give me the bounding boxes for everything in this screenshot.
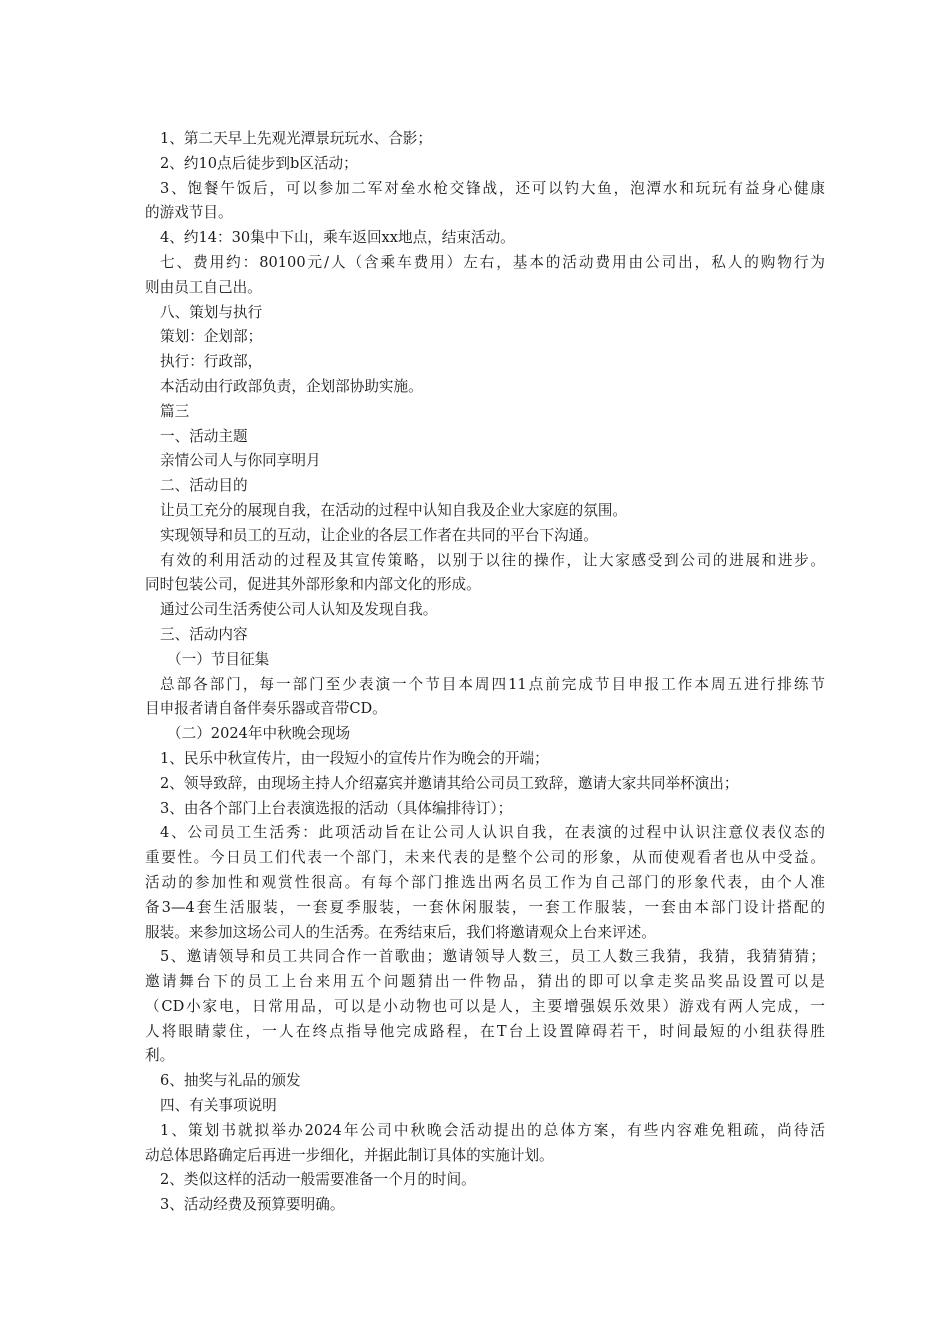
text-line: 2、约10点后徒步到b区活动； <box>160 154 358 172</box>
text-line: 3、活动经费及预算要明确。 <box>160 1196 345 1214</box>
text-line: 3、饱餐午饭后，可以参加二军对垒水枪交锋战，还可以钓大鱼，泡潭水和玩玩有益身心健康 <box>160 179 825 197</box>
text-line: 策划：企划部； <box>160 328 263 346</box>
text-line: 总部各部门，每一部门至少表演一个节目本周四11点前完成节目申报工作本周五进行排练节 <box>160 675 825 693</box>
text-line: 邀请舞台下的员工上台来用五个问题猜出一件物品，猜出的即可以拿走奖品奖品设置可以是 <box>145 973 825 991</box>
text-line: 则由员工自己出。 <box>145 278 262 296</box>
text-line: 动总体思路确定后再进一步细化，并据此制订具体的实施计划。 <box>145 1146 554 1164</box>
text-line: 让员工充分的展现自我，在活动的过程中认知自我及企业大家庭的氛围。 <box>160 501 628 519</box>
text-line: 备3—4套生活服装，一套夏季服装，一套休闲服装，一套工作服装，一套由本部门设计搭配的 <box>145 898 825 916</box>
text-line: 1、策划书就拟举办2024年公司中秋晚会活动提出的总体方案，有些内容难免粗疏，尚待活 <box>160 1121 825 1139</box>
text-line: 1、第二天早上先观光潭景玩玩水、合影； <box>160 130 432 147</box>
text-line: （一）节目征集 <box>167 650 270 668</box>
text-line: 重要性。今日员工们代表一个部门，未来代表的是整个公司的形象，从而使观看者也从中受益。 <box>145 849 825 867</box>
text-line: 的游戏节目。 <box>145 204 233 222</box>
text-line: 七、费用约：80100元/人（含乘车费用）左右，基本的活动费用由公司出，私人的购物行为 <box>160 253 825 271</box>
text-line: 执行：行政部， <box>160 353 263 371</box>
text-line: 一、活动主题 <box>160 427 248 445</box>
text-line: 篇三 <box>160 402 190 420</box>
text-line: 利。 <box>145 1047 175 1065</box>
text-line: 3、由各个部门上台表演选报的活动（具体编排待订）； <box>160 799 513 817</box>
text-line: 4、约14：30集中下山，乘车返回xx地点，结束活动。 <box>160 229 515 247</box>
text-line: 目申报者请自备伴奏乐器或音带CD。 <box>145 700 387 718</box>
text-line: （CD小家电，日常用品，可以是小动物也可以是人，主要增强娱乐效果）游戏有两人完成，一 <box>145 997 825 1015</box>
text-line: 5、邀请领导和员工共同合作一首歌曲；邀请领导人数三，员工人数三我猜，我猜，我猜猜猜； <box>160 948 825 966</box>
text-line: 服装。来参加这场公司人的生活秀。在秀结束后，我们将邀请观众上台来评述。 <box>145 923 656 941</box>
document-body <box>145 127 825 1218</box>
text-line: 2、领导致辞，由现场主持人介绍嘉宾并邀请其给公司员工致辞，邀请大家共同举杯演出； <box>160 774 739 792</box>
text-line: 6、抽奖与礼品的颁发 <box>160 1072 301 1090</box>
text-line: 二、活动目的 <box>160 477 248 495</box>
text-line: 本活动由行政部负责，企划部协助实施。 <box>160 377 423 395</box>
text-line: 八、策划与执行 <box>160 303 263 321</box>
text-line: 通过公司生活秀使公司人认知及发现自我。 <box>160 601 438 619</box>
text-line: 活动的参加性和观赏性很高。有每个部门推选出两名员工作为自己部门的形象代表，由个人准 <box>145 873 825 891</box>
text-line: 有效的利用活动的过程及其宣传策略，以别于以往的操作，让大家感受到公司的进展和进步。 <box>160 551 825 569</box>
text-line: 2、类似这样的活动一般需要准备一个月的时间。 <box>160 1171 476 1189</box>
text-line: 亲情公司人与你同享明月 <box>160 452 321 470</box>
text-line: 同时包装公司，促进其外部形象和内部文化的形成。 <box>145 576 481 594</box>
text-line: 三、活动内容 <box>160 625 248 643</box>
text-line: 四、有关事项说明 <box>160 1097 277 1115</box>
text-line: 实现领导和员工的互动，让企业的各层工作者在共同的平台下沟通。 <box>160 526 598 544</box>
text-line: 4、公司员工生活秀：此项活动旨在让公司人认识自我，在表演的过程中认识注意仪表仪态的 <box>160 824 825 842</box>
text-line: （二）2024年中秋晚会现场 <box>167 725 351 743</box>
text-line: 人将眼睛蒙住，一人在终点指导他完成路程，在T台上设置障碍若干，时间最短的小组获得胜 <box>145 1022 825 1040</box>
text-line: 1、民乐中秋宣传片，由一段短小的宣传片作为晚会的开端； <box>160 749 549 767</box>
